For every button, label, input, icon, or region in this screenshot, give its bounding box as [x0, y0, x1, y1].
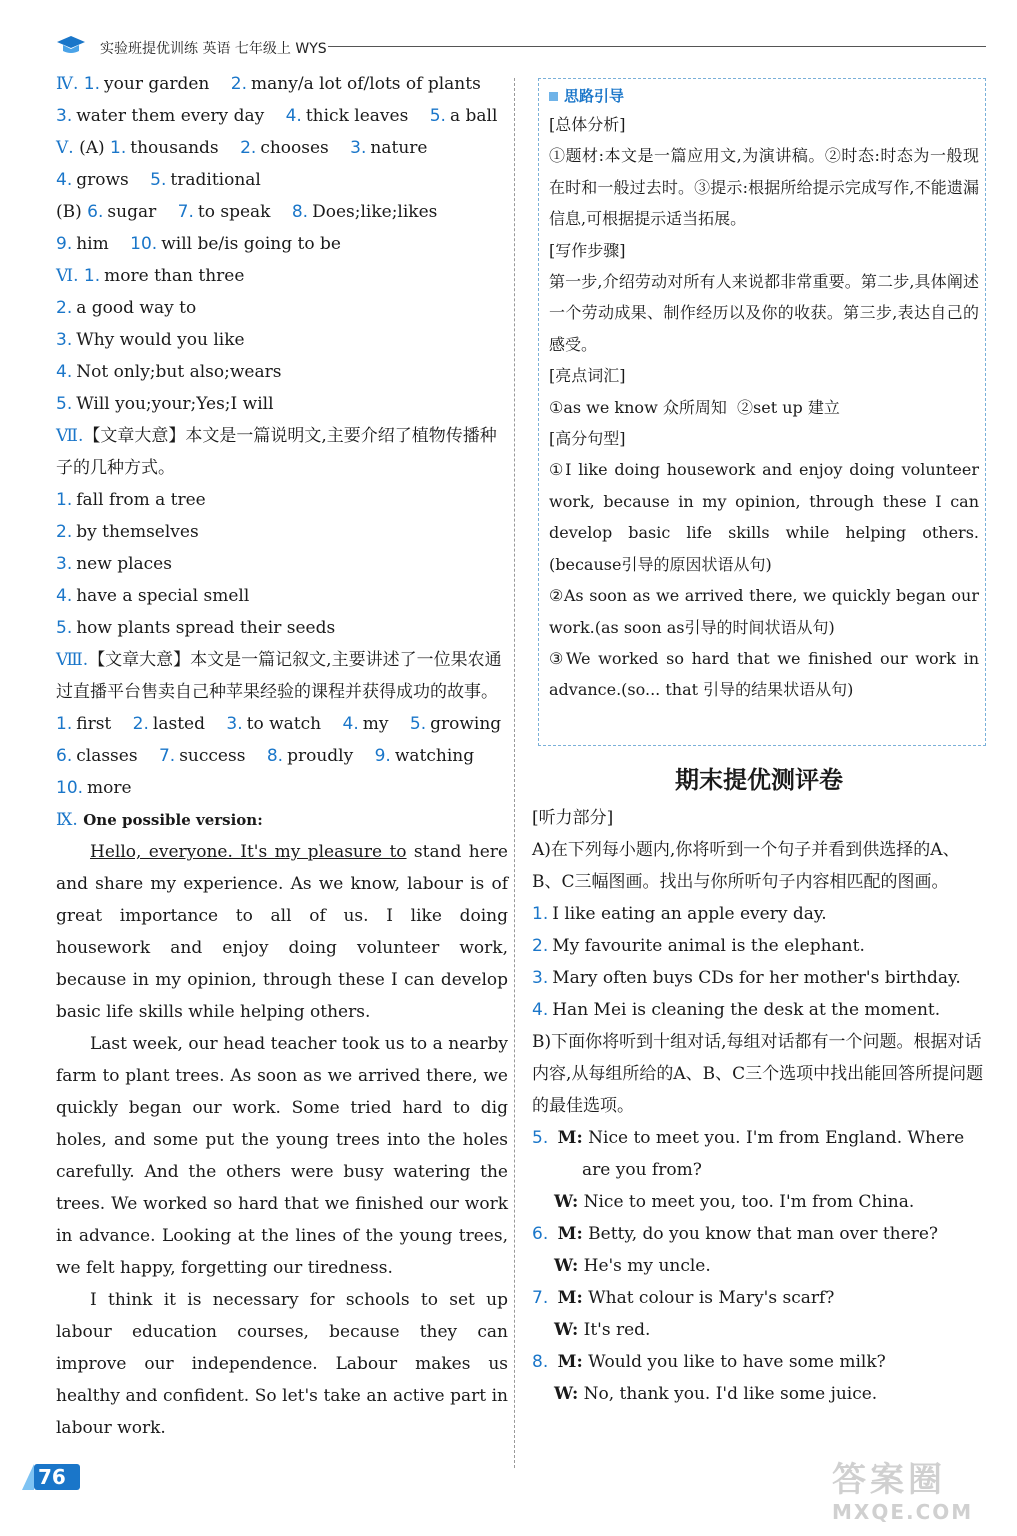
answer-line: 2. by themselves [56, 522, 199, 542]
dialogue-question: 6. M: Betty, do you know that man over there? [532, 1224, 938, 1244]
page-number-badge [22, 1462, 80, 1492]
answer-line: 5. Will you;your;Yes;I will [56, 394, 274, 414]
question-item: 2. My favourite animal is the elephant. [532, 936, 865, 956]
dialogue-reply: W: He's my uncle. [554, 1256, 711, 1276]
dialogue-question: 8. M: Would you like to have some milk? [532, 1352, 886, 1372]
square-bullet-icon [549, 92, 558, 101]
answer-line: 9. him 10. will be/is going to be [56, 234, 341, 254]
guide-text: ①题材:本文是一篇应用文,为演讲稿。②时态:时态为一般现在时和一般过去时。③提示:根据所给提示完成写作,不能遗漏信息,可根据提示适当拓展。 [549, 146, 979, 229]
exam-title: 期末提优测评卷 [675, 766, 843, 794]
answer-line: Ⅵ. 1. more than three [56, 266, 245, 286]
answer-line: 1. first 2. lasted 3. to watch 4. my 5. growing [56, 714, 502, 734]
answer-line: (B) 6. sugar 7. to speak 8. Does;like;likes [56, 202, 438, 222]
dialogue-question: 5. M: Nice to meet you. I'm from England. Where are you from? [532, 1128, 965, 1180]
version-heading: Ⅸ. One possible version: [56, 810, 263, 830]
dialogue-reply: W: No, thank you. I'd like some juice. [554, 1384, 878, 1404]
question-item: 3. Mary often buys CDs for her mother's birthday. [532, 968, 961, 988]
guide-text: 第一步,介绍劳动对所有人来说都非常重要。第二步,具体阐述一个劳动成果、制作经历以及你的收获。第三步,表达自己的感受。 [549, 272, 979, 354]
page-header [56, 34, 986, 58]
answer-line: 1. fall from a tree [56, 490, 206, 510]
section-number: Ⅷ. [56, 650, 89, 670]
section-number: Ⅴ. [56, 138, 74, 158]
column-divider [514, 78, 515, 1468]
header-rule [328, 46, 986, 47]
answer-line: 4. have a special smell [56, 586, 250, 606]
dialogue-question: 7. M: What colour is Mary's scarf? [532, 1288, 835, 1308]
section-number: Ⅸ. [56, 810, 78, 830]
part-a-instructions: A)在下列每小题内,你将听到一个句子并看到供选择的A、B、C三幅图画。找出与你所听句子内容相匹配的图画。 [532, 840, 960, 892]
guide-subheading: [高分句型] [549, 429, 626, 449]
answer-line: 4. Not only;but also;wears [56, 362, 282, 382]
answer-column-left [56, 68, 508, 1444]
graduation-cap-icon [56, 34, 86, 56]
guide-subheading: [写作步骤] [549, 240, 626, 260]
answer-line: 4. grows 5. traditional [56, 170, 261, 190]
part-b-instructions: B)下面你将听到十组对话,每组对话都有一个问题。根据对话内容,从每组所给的A、B、C三个选项中找出能回答所提问题的最佳选项。 [532, 1032, 984, 1116]
essay-paragraph-1: Hello, everyone. It's my pleasure to stand here and share my experience. As we know, labour is of great importance to all of us. I like doing housework and enjoy doing volunteer work, because in my opinion, through these I can develop basic life skills while helping others. [56, 842, 508, 1022]
question-item: 4. Han Mei is cleaning the desk at the moment. [532, 1000, 941, 1020]
arrow-icon [22, 1464, 34, 1490]
watermark-logo [832, 1460, 1002, 1530]
guide-subheading: [亮点词汇] [549, 366, 626, 386]
answer-line: 3. water them every day 4. thick leaves 5. a ball [56, 106, 498, 126]
article-summary: Ⅷ.【文章大意】本文是一篇记叙文,主要讲述了一位果农通过直播平台售卖自己种苹果经验的课程并获得成功的故事。 [56, 650, 502, 702]
answer-line: 3. new places [56, 554, 172, 574]
guide-subheading: [总体分析] [549, 115, 626, 134]
section-number: Ⅵ. [56, 266, 79, 286]
watermark-url: MXQE.COM [832, 1500, 974, 1524]
guide-heading: 思路引导 [549, 83, 979, 109]
guide-text: ①I like doing housework and enjoy doing volunteer work, because in my opinion, through these I can develop basic life skills while helping others.(because引导的原因状语从句) [549, 460, 979, 574]
writing-guide-box [538, 78, 986, 746]
page-number: 76 [38, 1465, 66, 1489]
guide-text: ③We worked so hard that we finished our work in advance.(so... that 引导的结果状语从句) [549, 648, 979, 700]
question-item: 1. I like eating an apple every day. [532, 904, 827, 924]
guide-text: ②As soon as we arrived there, we quickly began our work.(as soon as引导的时间状语从句) [549, 586, 979, 637]
answer-line: 6. classes 7. success 8. proudly 9. watching [56, 746, 475, 766]
section-number: Ⅶ. [56, 426, 84, 446]
dialogue-reply: W: It's red. [554, 1320, 651, 1340]
answer-line: Ⅳ. 1. your garden 2. many/a lot of/lots of plants [56, 74, 481, 94]
answer-line: 3. Why would you like [56, 330, 245, 350]
article-summary: Ⅶ.【文章大意】本文是一篇说明文,主要介绍了植物传播种子的几种方式。 [56, 426, 497, 478]
exam-column-right [532, 760, 986, 1410]
essay-paragraph-3: I think it is necessary for schools to set up labour education courses, because they can improve our independence. Labour makes us healthy and confident. So let's take an active part in labour work. [56, 1290, 508, 1438]
answer-line: Ⅴ. (A) 1. thousands 2. chooses 3. nature [56, 138, 428, 158]
answer-line: 2. a good way to [56, 298, 197, 318]
section-label: [听力部分] [532, 808, 614, 828]
answer-line: 5. how plants spread their seeds [56, 618, 336, 638]
answer-line: 10. more [56, 778, 132, 798]
essay-paragraph-2: Last week, our head teacher took us to a nearby farm to plant trees. As soon as we arrived there, we quickly began our work. Some tried hard to dig holes, and some put the young trees into the holes carefully. And the others were busy watering the trees. We worked so hard that we finished our work in advance. Looking at the lines of the young trees, we felt happy, forgetting our tiredness. [56, 1034, 508, 1278]
watermark-text: 答案圈 [832, 1460, 946, 1500]
book-title: 实验班提优训练 英语 七年级上 WYS [100, 41, 327, 57]
guide-text: ①as we know 众所周知 ②set up 建立 [549, 397, 840, 417]
section-number: Ⅳ. [56, 74, 79, 94]
dialogue-reply: W: Nice to meet you, too. I'm from China. [554, 1192, 915, 1212]
